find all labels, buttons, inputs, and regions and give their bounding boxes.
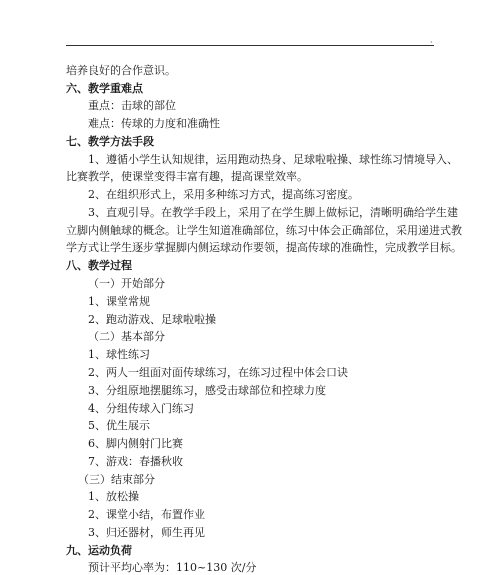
text-line: 重点：击球的部位 (88, 99, 176, 112)
text-line: 学方式让学生逐步掌握脚内侧运球动作要领，提高传球的准确性，完成教学目标。 (66, 241, 462, 254)
text-line: 1、课堂常规 (88, 295, 150, 308)
section-heading: 九、运动负荷 (66, 544, 132, 557)
text-line: 5、优生展示 (88, 419, 150, 432)
text-line: 6、脚内侧射门比赛 (88, 437, 183, 450)
text-line: 2、跑动游戏、足球啦啦操 (88, 313, 216, 326)
section-heading: 八、教学过程 (66, 259, 132, 272)
text-line: 2、两人一组面对面传球练习，在练习过程中体会口诀 (88, 366, 348, 379)
text-line: 4、分组传球入门练习 (88, 402, 194, 415)
text-line: 1、放松操 (88, 490, 139, 503)
text-line: 预计平均心率为：110~130 次/分 (88, 561, 257, 574)
text-line: 3、归还器材，师生再见 (88, 526, 205, 539)
text-line: 立脚内侧触球的概念。让学生知道准确部位，练习中体会正确部位，采用递进式教 (66, 224, 462, 237)
section-heading: 六、教学重难点 (66, 82, 143, 95)
text-line: （二）基本部分 (88, 330, 165, 343)
text-line: 7、游戏：春播秋收 (88, 455, 183, 468)
text-line: 1、球性练习 (88, 348, 150, 361)
header-mark: · (430, 38, 433, 47)
text-line: 难点：传球的力度和准确性 (88, 117, 220, 130)
text-line: 3、直观引导。在教学手段上，采用了在学生脚上做标记，清晰明确给学生建 (88, 206, 458, 219)
text-line: 2、课堂小结，布置作业 (88, 508, 205, 521)
text-line: 3、分组原地摆腿练习，感受击球部位和控球力度 (88, 384, 326, 397)
text-line: （一）开始部分 (88, 277, 165, 290)
text-line: 2、在组织形式上，采用多种练习方式，提高练习密度。 (88, 188, 359, 201)
header-rule (66, 45, 434, 46)
text-line: 培养良好的合作意识。 (66, 64, 176, 77)
text-line: 比赛教学，使课堂变得丰富有趣，提高课堂效率。 (66, 170, 308, 183)
section-heading: 七、教学方法手段 (66, 135, 154, 148)
text-line: 1、遵循小学生认知规律，运用跑动热身、足球啦啦操、球性练习情境导入、 (88, 153, 458, 166)
text-line: （三）结束部分 (78, 473, 155, 486)
